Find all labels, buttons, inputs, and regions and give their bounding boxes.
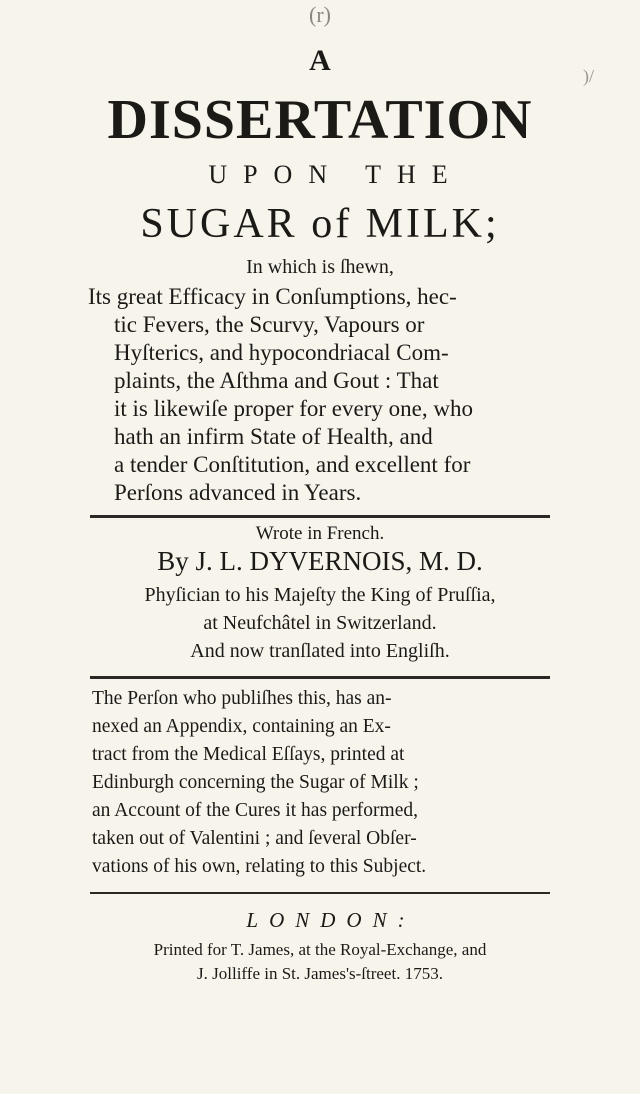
efficacy-line: a tender Conſtitution, and excellent for [114,452,471,477]
wrote-in: Wrote in French. [255,523,385,544]
efficacy-line: it is likewiſe proper for every one, who [114,396,473,421]
translation-note: And now tranſlated into Engliſh. [190,640,450,662]
imprint-line: Printed for T. James, at the Royal-Exchange, and [153,940,487,959]
appendix-line: vations of his own, relating to this Subject. [92,856,427,877]
appendix-line: Edinburgh concerning the Sugar of Milk ; [92,772,419,793]
article-a: A [309,44,331,77]
page-title: DISSERTATION [107,89,533,151]
appendix-line: The Perſon who publiſhes this, has an- [92,688,392,709]
author-line: By J. L. DYVERNOIS, M. D. [157,546,483,576]
author-title: Phyſician to his Majeſty the King of Pruſſia, [144,584,496,606]
appendix-line: an Account of the Cures it has performed, [92,800,418,821]
efficacy-line: Perſons advanced in Years. [114,480,362,505]
appendix-line: nexed an Appendix, containing an Ex- [92,716,391,737]
divider-rule [90,676,550,679]
imprint-city: LONDON: [246,908,416,932]
author-location: at Neufchâtel in Switzerland. [203,612,437,634]
divider-rule [90,515,550,518]
signature-mark: (r) [309,2,331,27]
divider-rule [90,892,550,894]
efficacy-line: tic Fevers, the Scurvy, Vapours or [114,312,425,337]
imprint-line: J. Jolliffe in St. James's-ſtreet. 1753. [197,964,443,983]
efficacy-line: plaints, the Aſthma and Gout : That [114,368,439,393]
efficacy-line: Its great Efficacy in Conſumptions, hec- [88,284,457,309]
efficacy-line: hath an infirm State of Health, and [114,424,433,449]
efficacy-line: Hyſterics, and hypocondriacal Com- [114,340,449,365]
appendix-line: tract from the Medical Eſſays, printed at [92,744,405,765]
which-is-shewn: In which is ſhewn, [246,256,394,278]
appendix-line: taken out of Valentini ; and ſeveral Obſer- [92,828,417,849]
subject-line: SUGAR of MILK; [140,201,500,247]
upon-the: UPON THE [208,160,464,189]
margin-annotation: )/ [583,66,594,86]
